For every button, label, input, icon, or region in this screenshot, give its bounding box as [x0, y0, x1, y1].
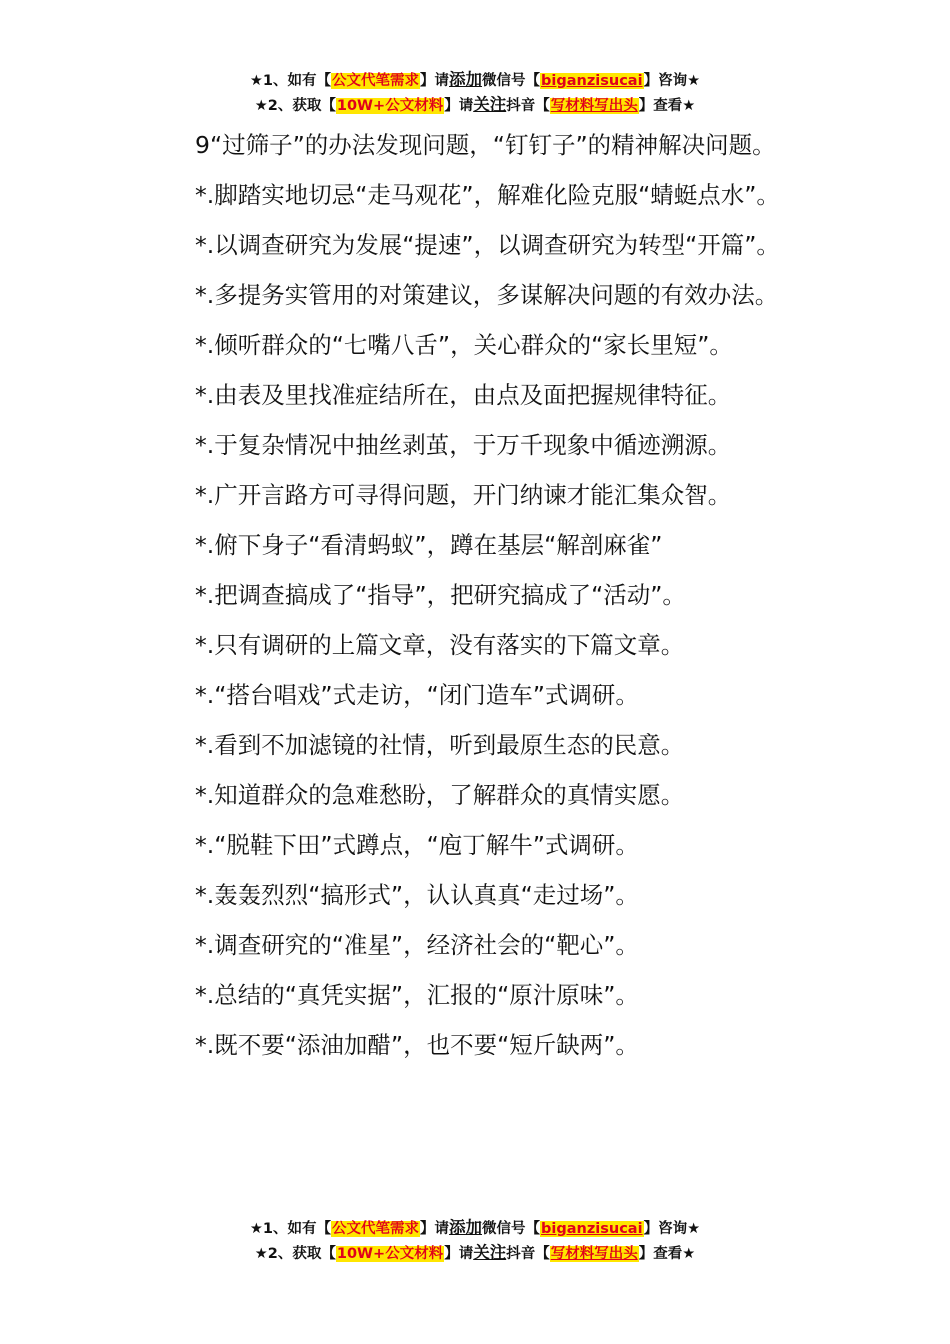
paragraph: *.知道群众的急难愁盼，了解群众的真情实愿。 [195, 781, 685, 809]
banner-underlined-text: 关注 [473, 95, 507, 114]
paragraph: *.多提务实管用的对策建议，多谋解决问题的有效办法。 [195, 281, 779, 309]
banner-text: 抖音【 [506, 98, 550, 114]
douyin-account-link[interactable]: 写材料写出头 [550, 98, 638, 114]
paragraph: *.“搭台唱戏”式走访，“闭门造车”式调研。 [195, 681, 639, 709]
banner-underlined-text: 添加 [449, 70, 483, 89]
banner-line-1 [0, 1216, 950, 1241]
paragraph: *.以调查研究为发展“提速”，以调查研究为转型“开篇”。 [195, 231, 780, 259]
paragraph: *.于复杂情况中抽丝剥茧，于万千现象中循迹溯源。 [195, 431, 732, 459]
banner-text: 抖音【 [506, 1246, 550, 1262]
douyin-account-link[interactable]: 写材料写出头 [550, 1246, 638, 1262]
paragraph: *.俯下身子“看清蚂蚁”，蹲在基层“解剖麻雀” [195, 531, 663, 559]
highlight-materials: 10W+公文材料 [336, 98, 444, 114]
paragraph: *.既不要“添油加醋”，也不要“短斤缺两”。 [195, 1031, 639, 1059]
paragraph: *.总结的“真凭实据”，汇报的“原汁原味”。 [195, 981, 639, 1009]
banner-text: ★1、如有【 [249, 73, 332, 89]
highlight-service: 公文代笔需求 [332, 73, 420, 89]
paragraph: *.调查研究的“准星”，经济社会的“靶心”。 [195, 931, 639, 959]
highlight-service: 公文代笔需求 [332, 1221, 420, 1237]
document-body [145, 120, 825, 1070]
paragraph: *.轰轰烈烈“搞形式”，认认真真“走过场”。 [195, 881, 639, 909]
paragraph: *.“脱鞋下田”式蹲点，“庖丁解牛”式调研。 [195, 831, 639, 859]
banner-text: ★2、获取【 [254, 98, 336, 114]
paragraph: *.广开言路方可寻得问题，开门纳谏才能汇集众智。 [195, 481, 732, 509]
highlight-materials: 10W+公文材料 [336, 1246, 444, 1262]
banner-underlined-text: 关注 [473, 1243, 507, 1262]
banner-text: 微信号【 [482, 73, 541, 89]
banner-text: ★2、获取【 [254, 1246, 336, 1262]
banner-text: 】咨询★ [643, 1221, 701, 1237]
banner-text: 】查看★ [638, 98, 696, 114]
paragraph: *.由表及里找准症结所在，由点及面把握规律特征。 [195, 381, 732, 409]
paragraph: 9“过筛子”的办法发现问题，“钉钉子”的精神解决问题。 [195, 131, 776, 159]
paragraph: *.倾听群众的“七嘴八舌”，关心群众的“家长里短”。 [195, 331, 733, 359]
header-banner [0, 68, 950, 118]
banner-text: 】请 [420, 1221, 450, 1237]
banner-text: 微信号【 [482, 1221, 541, 1237]
footer-banner [0, 1216, 950, 1266]
banner-line-1 [0, 68, 950, 93]
wechat-id-link[interactable]: biganzisucai [541, 1221, 643, 1237]
wechat-id-link[interactable]: biganzisucai [541, 73, 643, 89]
banner-text: 】请 [444, 98, 474, 114]
banner-text: 】查看★ [638, 1246, 696, 1262]
paragraph: *.只有调研的上篇文章，没有落实的下篇文章。 [195, 631, 685, 659]
banner-underlined-text: 添加 [449, 1218, 483, 1237]
banner-text: 】咨询★ [643, 73, 701, 89]
banner-text: ★1、如有【 [249, 1221, 332, 1237]
paragraph: *.脚踏实地切忌“走马观花”，解难化险克服“蜻蜓点水”。 [195, 181, 780, 209]
banner-text: 】请 [444, 1246, 474, 1262]
paragraph: *.看到不加滤镜的社情，听到最原生态的民意。 [195, 731, 685, 759]
banner-line-2 [0, 1241, 950, 1266]
paragraph: *.把调查搞成了“指导”，把研究搞成了“活动”。 [195, 581, 686, 609]
banner-text: 】请 [420, 73, 450, 89]
banner-line-2 [0, 93, 950, 118]
